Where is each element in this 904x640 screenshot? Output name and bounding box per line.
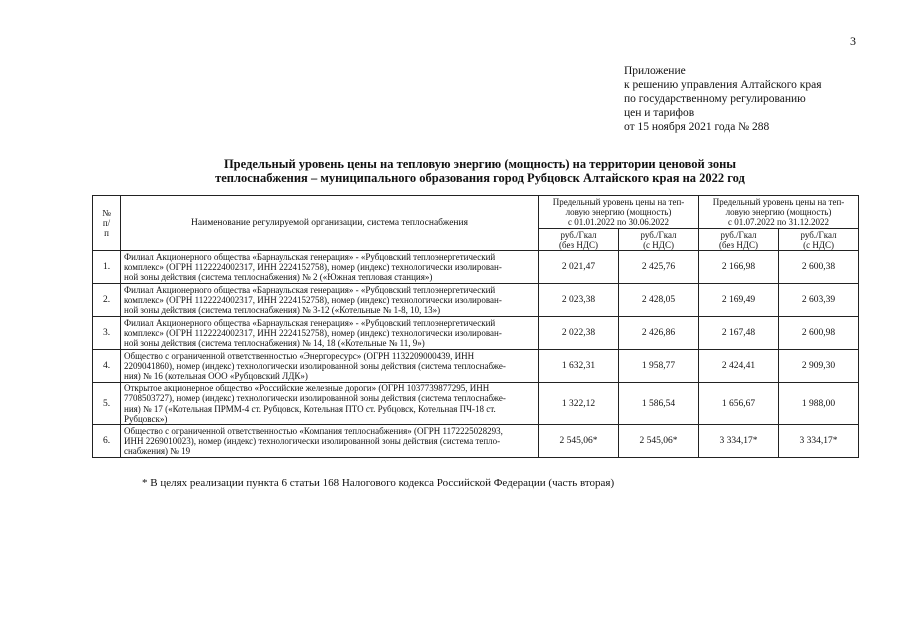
title-line-1: Предельный уровень цены на тепловую энергию (мощность) на территории ценовой зоны	[223, 157, 737, 171]
price-h1-excl-vat: 1 322,12	[539, 383, 619, 425]
organization-cell	[121, 284, 539, 317]
organization-line: Филиал Акционерного общества «Барнаульская генерация» - «Рубцовский теплоэнергетический	[124, 317, 496, 328]
appendix-line: Приложение	[624, 65, 686, 77]
organization-line: комплекс» (ОГРН 1122224002317, ИНН 2224152758), номер (индекс) технологически изолирован-	[124, 294, 502, 305]
organization-line: ной зоны действия (система теплоснабжения) № 3-12 («Котельные № 1-8, 10, 13»)	[124, 305, 441, 316]
header-row-number: № п/ п	[93, 196, 121, 251]
header-organization: Наименование регулируемой организации, система теплоснабжения	[121, 196, 539, 251]
price-h2-incl-vat: 2 600,98	[779, 317, 859, 350]
header-unit-excl-vat: руб./Гкал (без НДС)	[699, 229, 779, 251]
price-h1-excl-vat: 2 545,06*	[539, 425, 619, 458]
price-h1-incl-vat: 2 428,05	[619, 284, 699, 317]
table-row	[93, 317, 859, 350]
price-h1-incl-vat: 2 425,76	[619, 251, 699, 284]
row-number: 2.	[93, 284, 121, 317]
price-h2-excl-vat: 2 424,41	[699, 350, 779, 383]
price-h1-incl-vat: 1 586,54	[619, 383, 699, 425]
price-h2-excl-vat: 2 169,49	[699, 284, 779, 317]
row-number: 3.	[93, 317, 121, 350]
price-h2-excl-vat: 2 166,98	[699, 251, 779, 284]
table-row	[93, 350, 859, 383]
footnote: * В целях реализации пункта 6 статьи 168 Налогового кодекса Российской Федерации (часть вторая)	[142, 477, 615, 489]
appendix-line: по государственному регулированию	[624, 93, 806, 105]
price-h1-excl-vat: 2 023,38	[539, 284, 619, 317]
table-row	[93, 383, 859, 425]
price-h1-excl-vat: 1 632,31	[539, 350, 619, 383]
table-row	[93, 284, 859, 317]
header-unit-incl-vat: руб./Гкал (с НДС)	[779, 229, 859, 251]
price-h2-excl-vat: 2 167,48	[699, 317, 779, 350]
price-h1-excl-vat: 2 022,38	[539, 317, 619, 350]
header-unit-incl-vat: руб./Гкал (с НДС)	[619, 229, 699, 251]
organization-cell	[121, 425, 539, 458]
organization-cell	[121, 317, 539, 350]
organization-line: комплекс» (ОГРН 1122224002317, ИНН 2224152758), номер (индекс) технологически изолирован-	[124, 327, 502, 338]
organization-line: ния) № 16 (котельная ООО «Рубцовский ЛДК»)	[124, 371, 308, 382]
organization-cell	[121, 251, 539, 284]
organization-line: Общество с ограниченной ответственностью «Энергоресурс» (ОГРН 1132209000439, ИНН	[124, 350, 475, 361]
organization-line: Открытое акционерное общество «Российские железные дороги» (ОГРН 1037739877295, ИНН	[124, 383, 490, 393]
row-number: 5.	[93, 383, 121, 425]
organization-line: ной зоны действия (система теплоснабжения) № 14, 18 («Котельные № 11, 9»)	[124, 338, 425, 349]
price-h2-excl-vat: 1 656,67	[699, 383, 779, 425]
price-h2-incl-vat: 2 603,39	[779, 284, 859, 317]
table-row	[93, 425, 859, 458]
row-number: 6.	[93, 425, 121, 458]
organization-cell	[121, 350, 539, 383]
appendix-line: от 15 ноября 2021 года № 288	[624, 121, 770, 133]
organization-line: Филиал Акционерного общества «Барнаульская генерация» - «Рубцовский теплоэнергетический	[124, 251, 496, 262]
price-h2-incl-vat: 3 334,17*	[779, 425, 859, 458]
row-number: 4.	[93, 350, 121, 383]
row-number: 1.	[93, 251, 121, 284]
price-h1-incl-vat: 1 958,77	[619, 350, 699, 383]
organization-line: 7708503727), номер (индекс) технологически изолированной зоны действия (система теплоснабже-	[124, 393, 506, 404]
title-line-2: теплоснабжения – муниципального образования город Рубцовск Алтайского края на 2022 год	[215, 171, 745, 185]
price-table	[92, 195, 859, 458]
organization-line: ИНН 2269010023), номер (индекс) технологически изолированной зоны действия (система тепло-	[124, 436, 501, 447]
price-h2-excl-vat: 3 334,17*	[699, 425, 779, 458]
organization-line: Общество с ограниченной ответственностью «Компания теплоснабжения» (ОГРН 1172225028293,	[124, 425, 503, 436]
header-unit-excl-vat: руб./Гкал (без НДС)	[539, 229, 619, 251]
price-h1-excl-vat: 2 021,47	[539, 251, 619, 284]
document-title	[150, 157, 810, 185]
price-h2-incl-vat: 1 988,00	[779, 383, 859, 425]
appendix-line: к решению управления Алтайского края	[624, 79, 822, 91]
organization-line: снабжения) № 19	[124, 446, 191, 457]
price-h1-incl-vat: 2 545,06*	[619, 425, 699, 458]
table-row	[93, 251, 859, 284]
organization-line: ной зоны действия (система теплоснабжения) № 2 («Южная тепловая станция»)	[124, 272, 433, 283]
organization-line: Филиал Акционерного общества «Барнаульская генерация» - «Рубцовский теплоэнергетический	[124, 284, 496, 295]
appendix-block	[624, 64, 822, 134]
price-h2-incl-vat: 2 909,30	[779, 350, 859, 383]
header-period-1: Предельный уровень цены на теп- ловую энергию (мощность) с 01.01.2022 по 30.06.2022	[539, 196, 699, 229]
header-period-2: Предельный уровень цены на теп- ловую энергию (мощность) с 01.07.2022 по 31.12.2022	[699, 196, 859, 229]
organization-line: комплекс» (ОГРН 1122224002317, ИНН 2224152758), номер (индекс) технологически изолирован-	[124, 261, 502, 272]
organization-line: 2209041860), номер (индекс) технологически изолированной зоны действия (система теплоснабже-	[124, 360, 506, 371]
appendix-line: цен и тарифов	[624, 107, 695, 119]
organization-line: ния) № 17 («Котельная ПРММ-4 ст. Рубцовск, Котельная ПТО ст. Рубцовск, Котельная ПЧ-18 ст.	[124, 403, 496, 414]
price-h2-incl-vat: 2 600,38	[779, 251, 859, 284]
organization-line: Рубцовск»)	[124, 413, 168, 424]
page-number: 3	[850, 34, 856, 48]
price-h1-incl-vat: 2 426,86	[619, 317, 699, 350]
organization-cell	[121, 383, 539, 425]
